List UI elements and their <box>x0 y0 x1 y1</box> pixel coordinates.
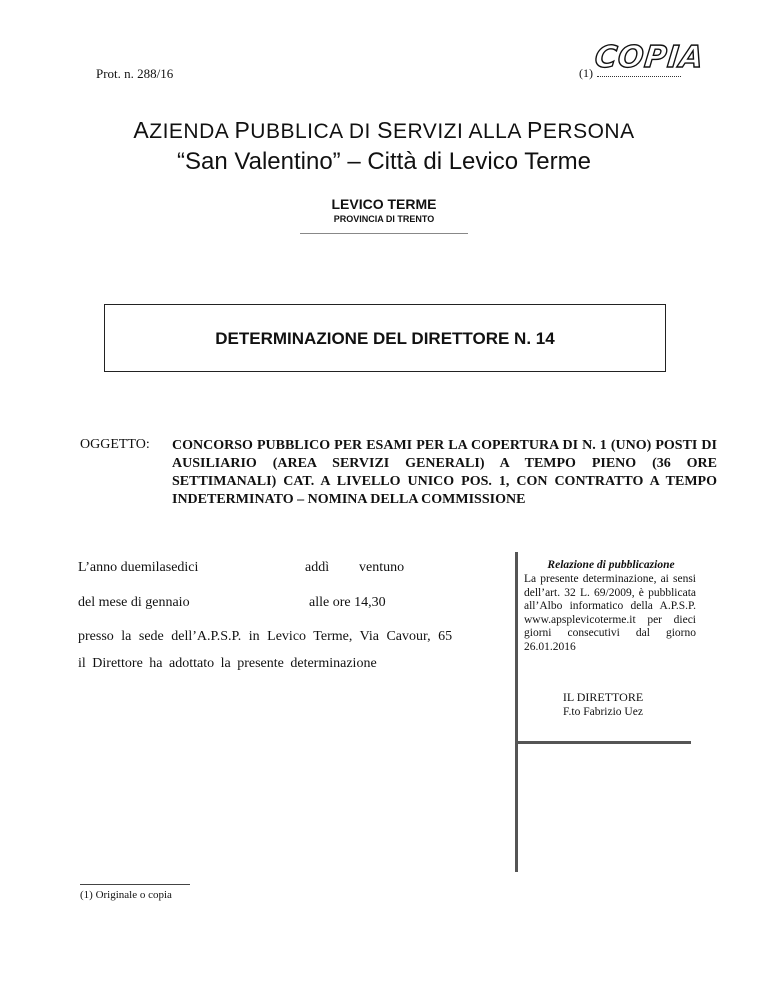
place-text: presso la sede dell’A.P.S.P. in Levico Terme, Via Cavour, 65 <box>78 629 453 644</box>
action-text: il Direttore ha adottato la presente determinazione <box>78 656 377 671</box>
month-text: del mese di gennaio <box>78 595 190 610</box>
director-title: IL DIRETTORE <box>562 690 644 704</box>
year-text: L’anno duemilasedici <box>78 560 199 575</box>
footnote-divider <box>80 884 190 885</box>
addi-text: addì <box>305 560 330 575</box>
copy-dotted-line <box>597 76 681 77</box>
subject-label: OGGETTO: <box>80 437 150 452</box>
determination-title: DETERMINAZIONE DEL DIRETTORE N. 14 <box>215 329 555 348</box>
protocol-number: Prot. n. 288/16 <box>96 66 174 81</box>
director-name: F.to Fabrizio Uez <box>563 706 643 718</box>
day-text: ventuno <box>359 560 405 575</box>
province-name: PROVINCIA DI TRENTO <box>333 214 435 224</box>
time-text: alle ore 14,30 <box>309 595 386 610</box>
copy-footnote-ref: (1) <box>579 66 593 80</box>
publication-text: La presente determinazione, ai sensi dell’art. 32 L. 69/2009, è pubblicata all’Albo informatico della A.P.S.P. www.apsplevicoterme.it per dieci giorni consecutivi dal giorno 26.01.2016 <box>524 573 696 653</box>
vertical-divider <box>515 552 518 872</box>
determination-box <box>104 304 666 372</box>
footnote-text: (1) Originale o copia <box>80 889 172 901</box>
header-divider <box>300 233 468 234</box>
copia-stamp: COPIA <box>593 40 706 75</box>
copy-marker <box>579 40 706 80</box>
subject-text: CONCORSO PUBBLICO PER ESAMI PER LA COPERTURA DI N. 1 (UNO) POSTI DI AUSILIARIO (AREA SERVIZI GENERALI) A TEMPO PIENO (36 ORE SETTIMANALI) CAT. A LIVELLO UNICO POS. 1, CON CONTRATTO A TEMPO INDETERMINATO – NOMINA DELLA COMMISSIONE <box>172 438 717 507</box>
publication-title: Relazione di pubblicazione <box>547 559 675 571</box>
horizontal-divider <box>518 741 691 744</box>
organization-name: AZIENDA PUBBLICA DI SERVIZI ALLA PERSONA <box>133 117 635 143</box>
city-name: LEVICO TERME <box>331 196 437 212</box>
organization-subtitle: “San Valentino” – Città di Levico Terme <box>177 148 591 175</box>
